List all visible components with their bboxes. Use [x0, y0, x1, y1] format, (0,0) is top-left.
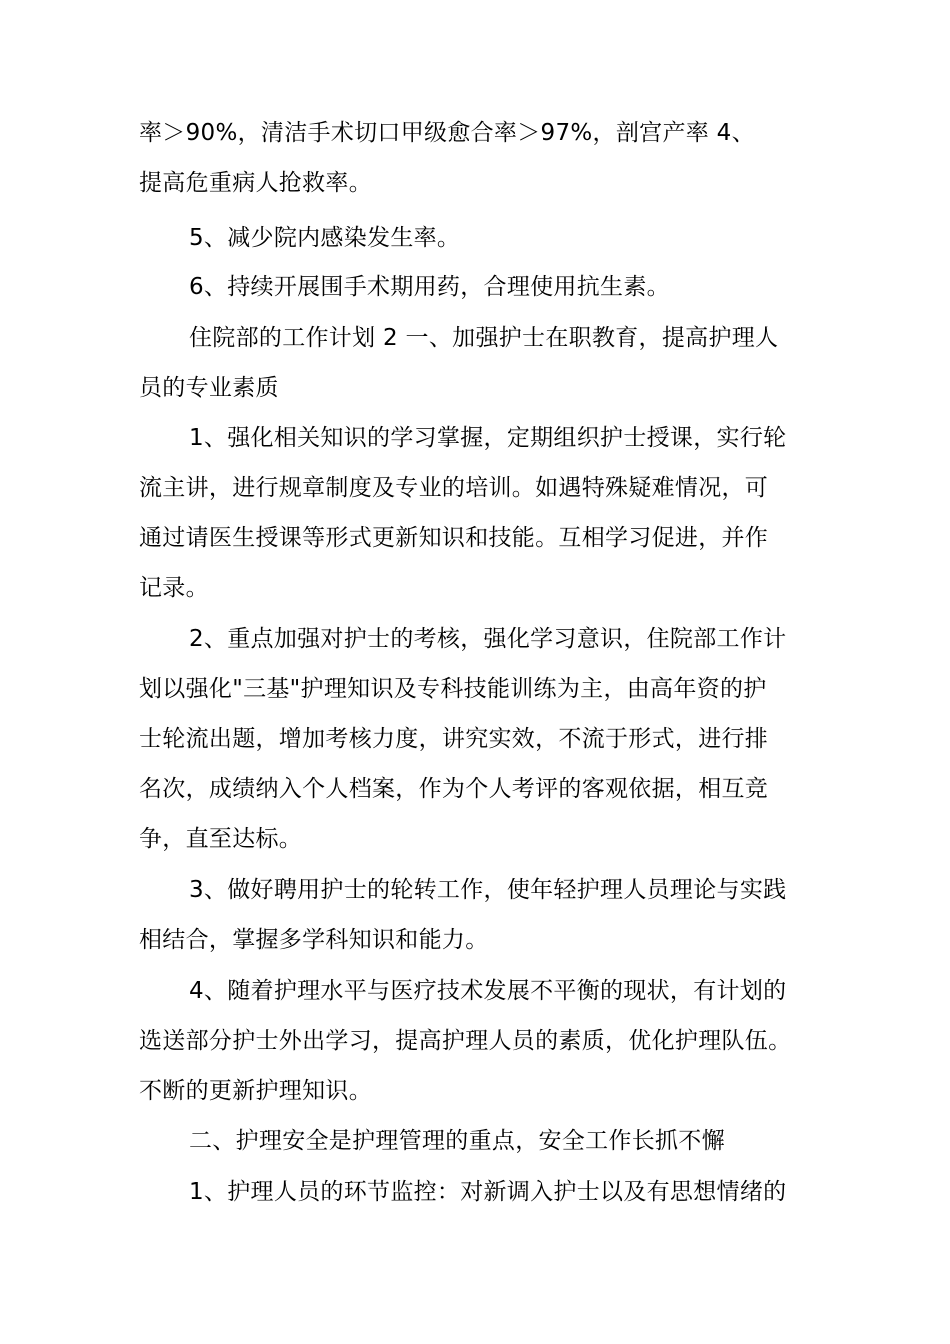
section-heading: 二、护理安全是护理管理的重点，安全工作长抓不懈: [189, 1128, 725, 1154]
text-line: 争，直至达标。: [139, 826, 303, 852]
text-line: 名次，成绩纳入个人档案，作为个人考评的客观依据，相互竞: [139, 776, 769, 802]
text-line: 1、强化相关知识的学习掌握，定期组织护士授课，实行轮: [189, 425, 787, 451]
text-line: 住院部的工作计划 2 一、加强护士在职教育，提高护理人: [189, 325, 779, 351]
text-line: 4、随着护理水平与医疗技术发展不平衡的现状，有计划的: [189, 978, 787, 1004]
text-line: 士轮流出题，增加考核力度，讲究实效，不流于形式，进行排: [139, 726, 769, 752]
text-line: 相结合，掌握多学科知识和能力。: [139, 927, 489, 953]
text-line: 率＞90%，清洁手术切口甲级愈合率＞97%，剖宫产率 4、: [139, 120, 755, 146]
text-line: 流主讲，进行规章制度及专业的培训。如遇特殊疑难情况，可: [139, 475, 769, 501]
text-line: 5、减少院内感染发生率。: [189, 225, 461, 251]
text-line: 划以强化"三基"护理知识及专科技能训练为主，由高年资的护: [139, 676, 767, 702]
text-line: 选送部分护士外出学习，提高护理人员的素质，优化护理队伍。: [139, 1028, 792, 1054]
text-line: 员的专业素质: [139, 375, 279, 401]
text-line: 3、做好聘用护士的轮转工作，使年轻护理人员理论与实践: [189, 877, 787, 903]
text-line: 不断的更新护理知识。: [139, 1078, 372, 1104]
text-line: 6、持续开展围手术期用药，合理使用抗生素。: [189, 274, 670, 300]
text-line: 提高危重病人抢救率。: [139, 170, 372, 196]
text-line: 2、重点加强对护士的考核，强化学习意识，住院部工作计: [189, 626, 787, 652]
text-line: 1、护理人员的环节监控：对新调入护士以及有思想情绪的: [189, 1179, 787, 1205]
text-line: 记录。: [139, 575, 209, 601]
text-line: 通过请医生授课等形式更新知识和技能。互相学习促进，并作: [139, 525, 769, 551]
